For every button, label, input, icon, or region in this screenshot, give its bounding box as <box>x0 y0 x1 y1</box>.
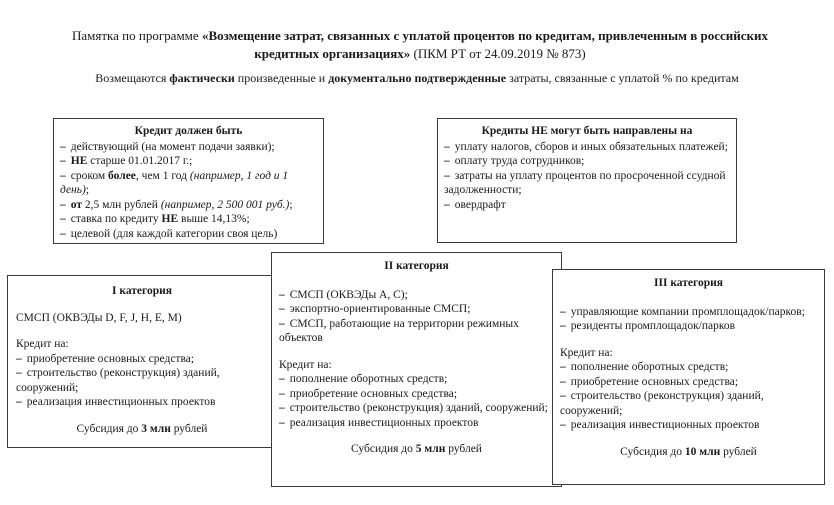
subsidy-value: 5 млн <box>415 443 446 455</box>
dash-bullet: – <box>444 155 450 167</box>
category-3-box <box>552 269 825 485</box>
dash-bullet: – <box>60 213 66 225</box>
subsidy-text: рублей <box>170 422 208 435</box>
who-item <box>279 288 554 303</box>
who-item <box>560 319 817 334</box>
purpose-item <box>560 389 817 418</box>
subsidy-amount <box>16 422 268 437</box>
subtitle-text: произведенные и <box>234 71 329 85</box>
credit-requirements-box <box>53 118 324 244</box>
requirement-item <box>60 154 317 169</box>
subsidy-text: рублей <box>720 445 757 458</box>
dash-bullet: – <box>279 373 285 385</box>
dash-bullet: – <box>60 198 66 211</box>
purpose-item <box>279 401 554 416</box>
who-text: СМСП, работающие на территории режимных объектов <box>279 317 519 344</box>
category-1-box <box>7 275 277 448</box>
subsidy-value: 3 млн <box>141 422 171 435</box>
subsidy-text: рублей <box>445 443 482 455</box>
purpose-text: приобретение основных средства; <box>26 352 195 365</box>
dash-bullet: – <box>444 140 450 153</box>
dash-bullet: – <box>279 402 285 414</box>
purpose-item <box>560 360 817 375</box>
requirement-text: действующий (на момент подачи заявки); <box>70 140 275 153</box>
subsidy-text: Субсидия до <box>76 422 142 435</box>
dash-bullet: – <box>560 390 566 402</box>
dash-bullet: – <box>560 361 566 373</box>
requirement-text: 2,5 млн рублей <box>82 198 161 211</box>
requirement-text: ; <box>289 198 293 211</box>
purpose-text: строительство (реконструкция) зданий, сооружений; <box>16 367 220 394</box>
not-allowed-item <box>444 198 730 213</box>
dash-bullet: – <box>279 303 285 315</box>
category-heading: I категория <box>112 285 172 297</box>
dash-bullet: – <box>560 419 566 431</box>
requirement-text: целевой (для каждой категории своя цель) <box>70 227 278 240</box>
title-suffix: (ПКМ РТ от 24.09.2019 № 873) <box>410 46 586 61</box>
not-allowed-text: затраты на уплату процентов по просроченной ссудной задолженности; <box>444 169 726 196</box>
dash-bullet: – <box>60 140 66 153</box>
purpose-item <box>560 418 817 433</box>
requirement-item <box>60 227 317 242</box>
requirement-text: сроком <box>70 169 109 182</box>
purpose-text: реализация инвестиционных проектов <box>570 419 760 431</box>
subsidy-amount <box>560 445 817 460</box>
requirement-text: выше 14,13%; <box>178 213 250 225</box>
not-allowed-heading: Кредиты НЕ могут быть направлены на <box>481 125 693 137</box>
subtitle-bold: фактически <box>169 71 235 85</box>
purpose-item <box>560 375 817 390</box>
credit-label: Кредит на: <box>279 358 332 371</box>
dash-bullet: – <box>16 396 22 408</box>
credit-label: Кредит на: <box>560 346 613 359</box>
purpose-text: строительство (реконструкция) зданий, сооружений; <box>289 402 548 414</box>
subtitle-text: затраты, связанные с уплатой % по кредитам <box>506 71 739 85</box>
subsidy-amount <box>279 442 554 457</box>
purpose-text: реализация инвестиционных проектов <box>289 416 479 429</box>
dash-bullet: – <box>560 320 566 332</box>
purpose-item <box>16 366 268 395</box>
dash-bullet: – <box>279 317 285 330</box>
dash-bullet: – <box>16 367 22 379</box>
who-item <box>279 302 554 317</box>
requirement-text: ставка по кредиту <box>70 213 162 225</box>
purpose-item <box>279 416 554 431</box>
dash-bullet: – <box>60 169 66 182</box>
requirement-text: ; <box>85 184 90 196</box>
purpose-item <box>16 395 268 410</box>
who-text: управляющие компании промплощадок/парков; <box>570 305 805 318</box>
not-allowed-item <box>444 154 730 169</box>
requirement-example: (например, 1 год и 1 день) <box>60 169 289 196</box>
requirement-item <box>60 198 317 213</box>
category-heading: II категория <box>384 260 449 272</box>
dash-bullet: – <box>444 198 450 211</box>
requirement-item <box>60 140 317 155</box>
credit-label: Кредит на: <box>16 338 69 350</box>
purpose-item <box>279 387 554 402</box>
dash-bullet: – <box>560 375 566 388</box>
purpose-text: строительство (реконструкция) зданий, сооружений; <box>560 390 764 417</box>
subsidy-text: Субсидия до <box>351 443 416 455</box>
purpose-item <box>279 372 554 387</box>
not-allowed-text: овердрафт <box>454 198 506 211</box>
purpose-text: пополнение оборотных средств; <box>570 361 729 373</box>
not-allowed-box <box>437 118 737 243</box>
purpose-text: приобретение основных средства; <box>289 387 458 400</box>
requirements-heading: Кредит должен быть <box>134 125 243 137</box>
dash-bullet: – <box>279 416 285 429</box>
program-name: «Возмещение затрат, связанных с уплатой процентов по кредитам, привлеченным в российских кредитных организациях» <box>201 28 768 61</box>
subsidy-value: 10 млн <box>684 445 721 458</box>
who-text: экспортно-ориентированные СМСП; <box>289 303 471 315</box>
purpose-item <box>16 352 268 367</box>
requirement-bold: НЕ <box>161 213 179 225</box>
purpose-text: приобретение основных средства; <box>570 375 739 388</box>
dash-bullet: – <box>16 352 22 365</box>
dash-bullet: – <box>60 227 66 240</box>
subtitle-text: Возмещаются <box>95 71 170 85</box>
category-2-box <box>271 252 562 487</box>
requirement-example: (например, 2 500 001 руб.) <box>160 198 290 211</box>
requirement-bold: от <box>70 198 82 211</box>
who-item <box>560 305 817 320</box>
who-text: СМСП (ОКВЭДы А, С); <box>289 288 408 301</box>
requirement-text: , чем 1 год <box>135 169 190 182</box>
who-item <box>279 317 554 346</box>
purpose-text: реализация инвестиционных проектов <box>26 396 216 408</box>
requirement-item <box>60 169 317 198</box>
dash-bullet: – <box>60 155 66 167</box>
not-allowed-text: уплату налогов, сборов и иных обязательных платежей; <box>454 140 728 153</box>
requirement-text: старше 01.01.2017 г.; <box>87 155 193 167</box>
dash-bullet: – <box>279 288 285 301</box>
not-allowed-item <box>444 169 730 198</box>
requirement-bold: НЕ <box>70 155 88 167</box>
document-subtitle <box>10 70 824 86</box>
purpose-text: пополнение оборотных средств; <box>289 373 448 385</box>
who-text: резиденты промплощадок/парков <box>570 320 736 332</box>
not-allowed-text: оплату труда сотрудников; <box>454 155 585 167</box>
subsidy-text: Субсидия до <box>620 445 685 458</box>
category-who: СМСП (ОКВЭДы D, F, J, H, E, M) <box>16 311 182 324</box>
dash-bullet: – <box>444 169 450 182</box>
document-title <box>40 27 800 63</box>
dash-bullet: – <box>560 305 566 318</box>
subtitle-bold: документально подтвержденные <box>328 71 507 85</box>
dash-bullet: – <box>279 387 285 400</box>
category-heading: III категория <box>654 277 723 289</box>
requirement-bold: более <box>108 169 136 182</box>
not-allowed-item <box>444 140 730 155</box>
title-prefix: Памятка по программе <box>72 28 202 43</box>
requirement-item <box>60 212 317 227</box>
